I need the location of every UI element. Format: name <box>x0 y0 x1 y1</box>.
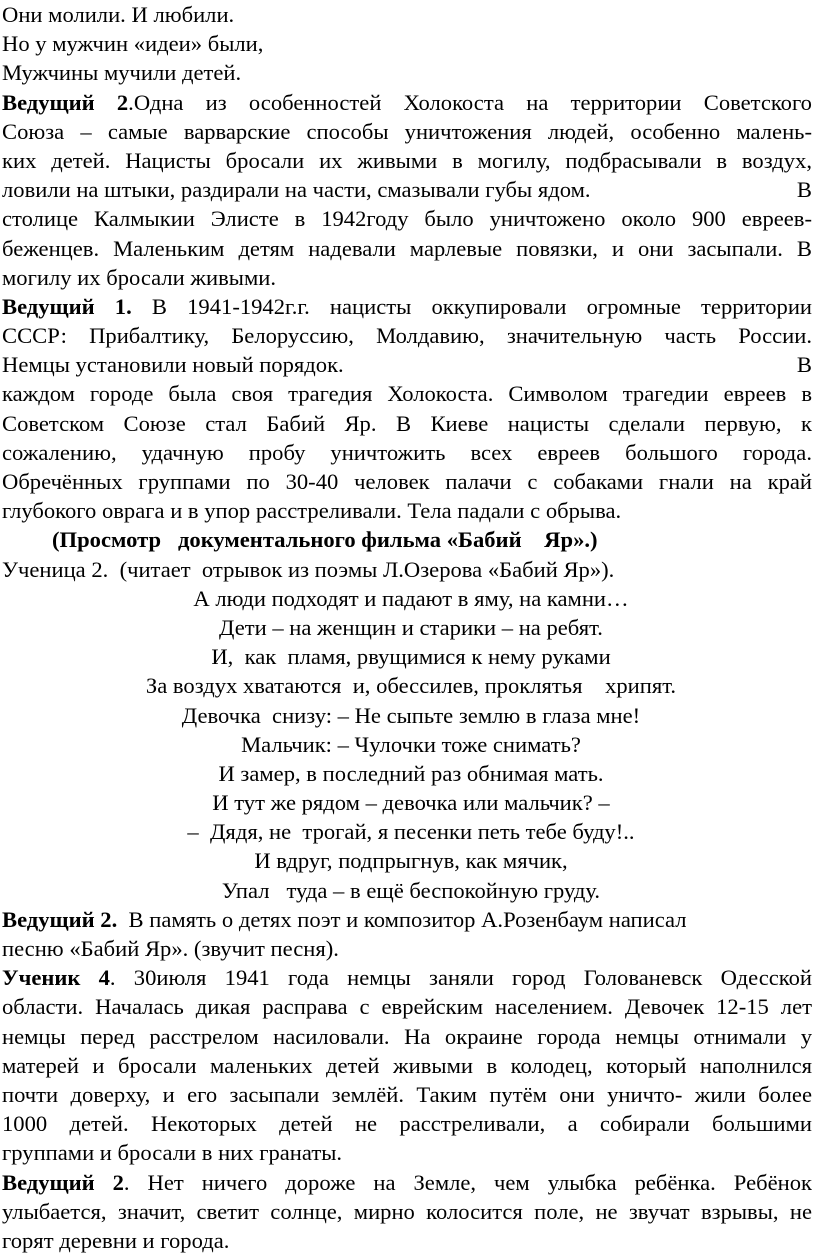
paragraph-line: области. Началась дикая расправа с еврейским населением. Девочек 12-15 лет <box>2 994 812 1020</box>
verse-line: Но у мужчин «идеи» были, <box>2 31 264 57</box>
paragraph-line: Советском Союзе стал Бабий Яр. В Киеве нацисты сделали первую, к <box>2 410 812 436</box>
paragraph-text: В 1941-1942г.г. нацисты оккупировали огромные территории <box>131 293 812 319</box>
speaker-label: Ведущий 2 <box>2 1169 124 1195</box>
paragraph-line: 1000 детей. Некоторых детей не расстреливали, а собирали большими <box>2 1111 812 1137</box>
paragraph-text: .Одна из особенностей Холокоста на территории Советского <box>128 89 812 115</box>
paragraph-line <box>2 350 812 379</box>
verse-line: Они молили. И любили. <box>2 2 235 27</box>
paragraph-line <box>2 905 812 934</box>
paragraph-line <box>2 1168 812 1197</box>
paragraph-line: каждом городе была своя трагедия Холокоста. Символом трагедии евреев в <box>2 381 812 407</box>
paragraph-text: В <box>796 352 812 378</box>
poem-line: Дети – на женщин и старики – на ребят. <box>219 614 603 640</box>
paragraph-text: Ученица 2. (читает отрывок из поэмы Л.Озерова «Бабий Яр»). <box>2 556 615 582</box>
paragraph-line <box>2 175 812 204</box>
paragraph-line: Союза – самые варварские способы уничтожения людей, особенно малень- <box>2 118 812 144</box>
stage-direction-text: (Просмотр документального фильма «Бабий Яр».) <box>52 527 598 553</box>
poem-line: А люди подходят и падают в яму, на камни… <box>193 585 629 611</box>
poem-line: И тут же рядом – девочка или мальчик? – <box>212 790 610 816</box>
poem-line: Упал туда – в ещё беспокойную груду. <box>221 877 601 903</box>
paragraph-line <box>2 292 812 321</box>
paragraph-line <box>2 963 812 992</box>
paragraph-text: . 30июля 1941 года немцы заняли город Голованевск Одесской <box>109 965 812 991</box>
verse-line: Мужчины мучили детей. <box>2 60 242 86</box>
poem-line: – Дядя, не трогай, я песенки петь тебе буду!.. <box>187 819 635 845</box>
paragraph-text: . Нет ничего дороже на Земле, чем улыбка ребёнка. Ребёнок <box>123 1169 812 1195</box>
paragraph-line <box>2 88 812 117</box>
paragraph-line: могилу их бросали живыми. <box>2 264 276 290</box>
speaker-label: Ведущий 2 <box>2 89 129 115</box>
paragraph-line: немцы перед расстрелом насиловали. На окраине города немцы отнимали у <box>2 1023 812 1049</box>
paragraph-line: горят деревни и города. <box>2 1227 230 1253</box>
poem-line: Мальчик: – Чулочки тоже снимать? <box>241 731 581 757</box>
paragraph-line: СССР: Прибалтику, Белоруссию, Молдавию, значительную часть России. <box>2 323 812 349</box>
paragraph-line: столице Калмыкии Элисте в 1942году было уничтожено около 900 евреев- <box>2 206 812 232</box>
paragraph-text: Немцы установили новый порядок. <box>2 352 344 378</box>
paragraph-line: сожалению, удачную пробу уничтожить всех евреев большого города. <box>2 439 812 465</box>
speaker-label: Ученик 4 <box>2 965 110 991</box>
poem-line: И замер, в последний раз обнимая мать. <box>218 760 604 786</box>
paragraph-line: песню «Бабий Яр». (звучит песня). <box>2 936 339 961</box>
paragraph-line: глубокого оврага и в упор расстреливали. Тела падали с обрыва. <box>2 498 622 524</box>
paragraph-text: В <box>796 177 812 203</box>
paragraph-line: улыбается, значит, светит солнце, мирно колосится поле, не звучат взрывы, не <box>2 1198 812 1224</box>
paragraph-line: Обречённых группами по 30-40 человек палачи с собаками гнали на край <box>2 469 812 494</box>
paragraph-line <box>2 555 812 584</box>
poem-excerpt <box>2 584 812 905</box>
paragraph-line: матерей и бросали маленьких детей живыми в колодец, который наполнился <box>2 1052 812 1078</box>
poem-line: И вдруг, подпрыгнув, как мячик, <box>254 848 568 874</box>
paragraph-line: беженцев. Маленьким детям надевали марлевые повязки, и они засыпали. В <box>2 235 812 261</box>
paragraph-text: В память о детях поэт и композитор А.Розенбаум написал <box>117 906 687 932</box>
speaker-label: Ведущий 2. <box>2 906 118 932</box>
stage-direction <box>2 525 812 554</box>
speaker-label: Ведущий 1. <box>2 293 132 319</box>
poem-line: Девочка снизу: – Не сыпьте землю в глаза мне! <box>181 702 641 728</box>
paragraph-line: ких детей. Нацисты бросали их живыми в могилу, подбрасывали в воздух, <box>2 147 812 173</box>
paragraph-line: группами и бросали в них гранаты. <box>2 1140 343 1166</box>
paragraph-text: ловили на штыки, раздирали на части, смазывали губы ядом. <box>2 177 591 203</box>
poem-line: И, как пламя, рвущимися к нему руками <box>211 644 611 670</box>
poem-line: За воздух хватаются и, обессилев, проклятья хрипят. <box>145 673 677 699</box>
paragraph-line: почти доверху, и его засыпали землёй. Таким путём они уничто- жили более <box>2 1081 812 1107</box>
